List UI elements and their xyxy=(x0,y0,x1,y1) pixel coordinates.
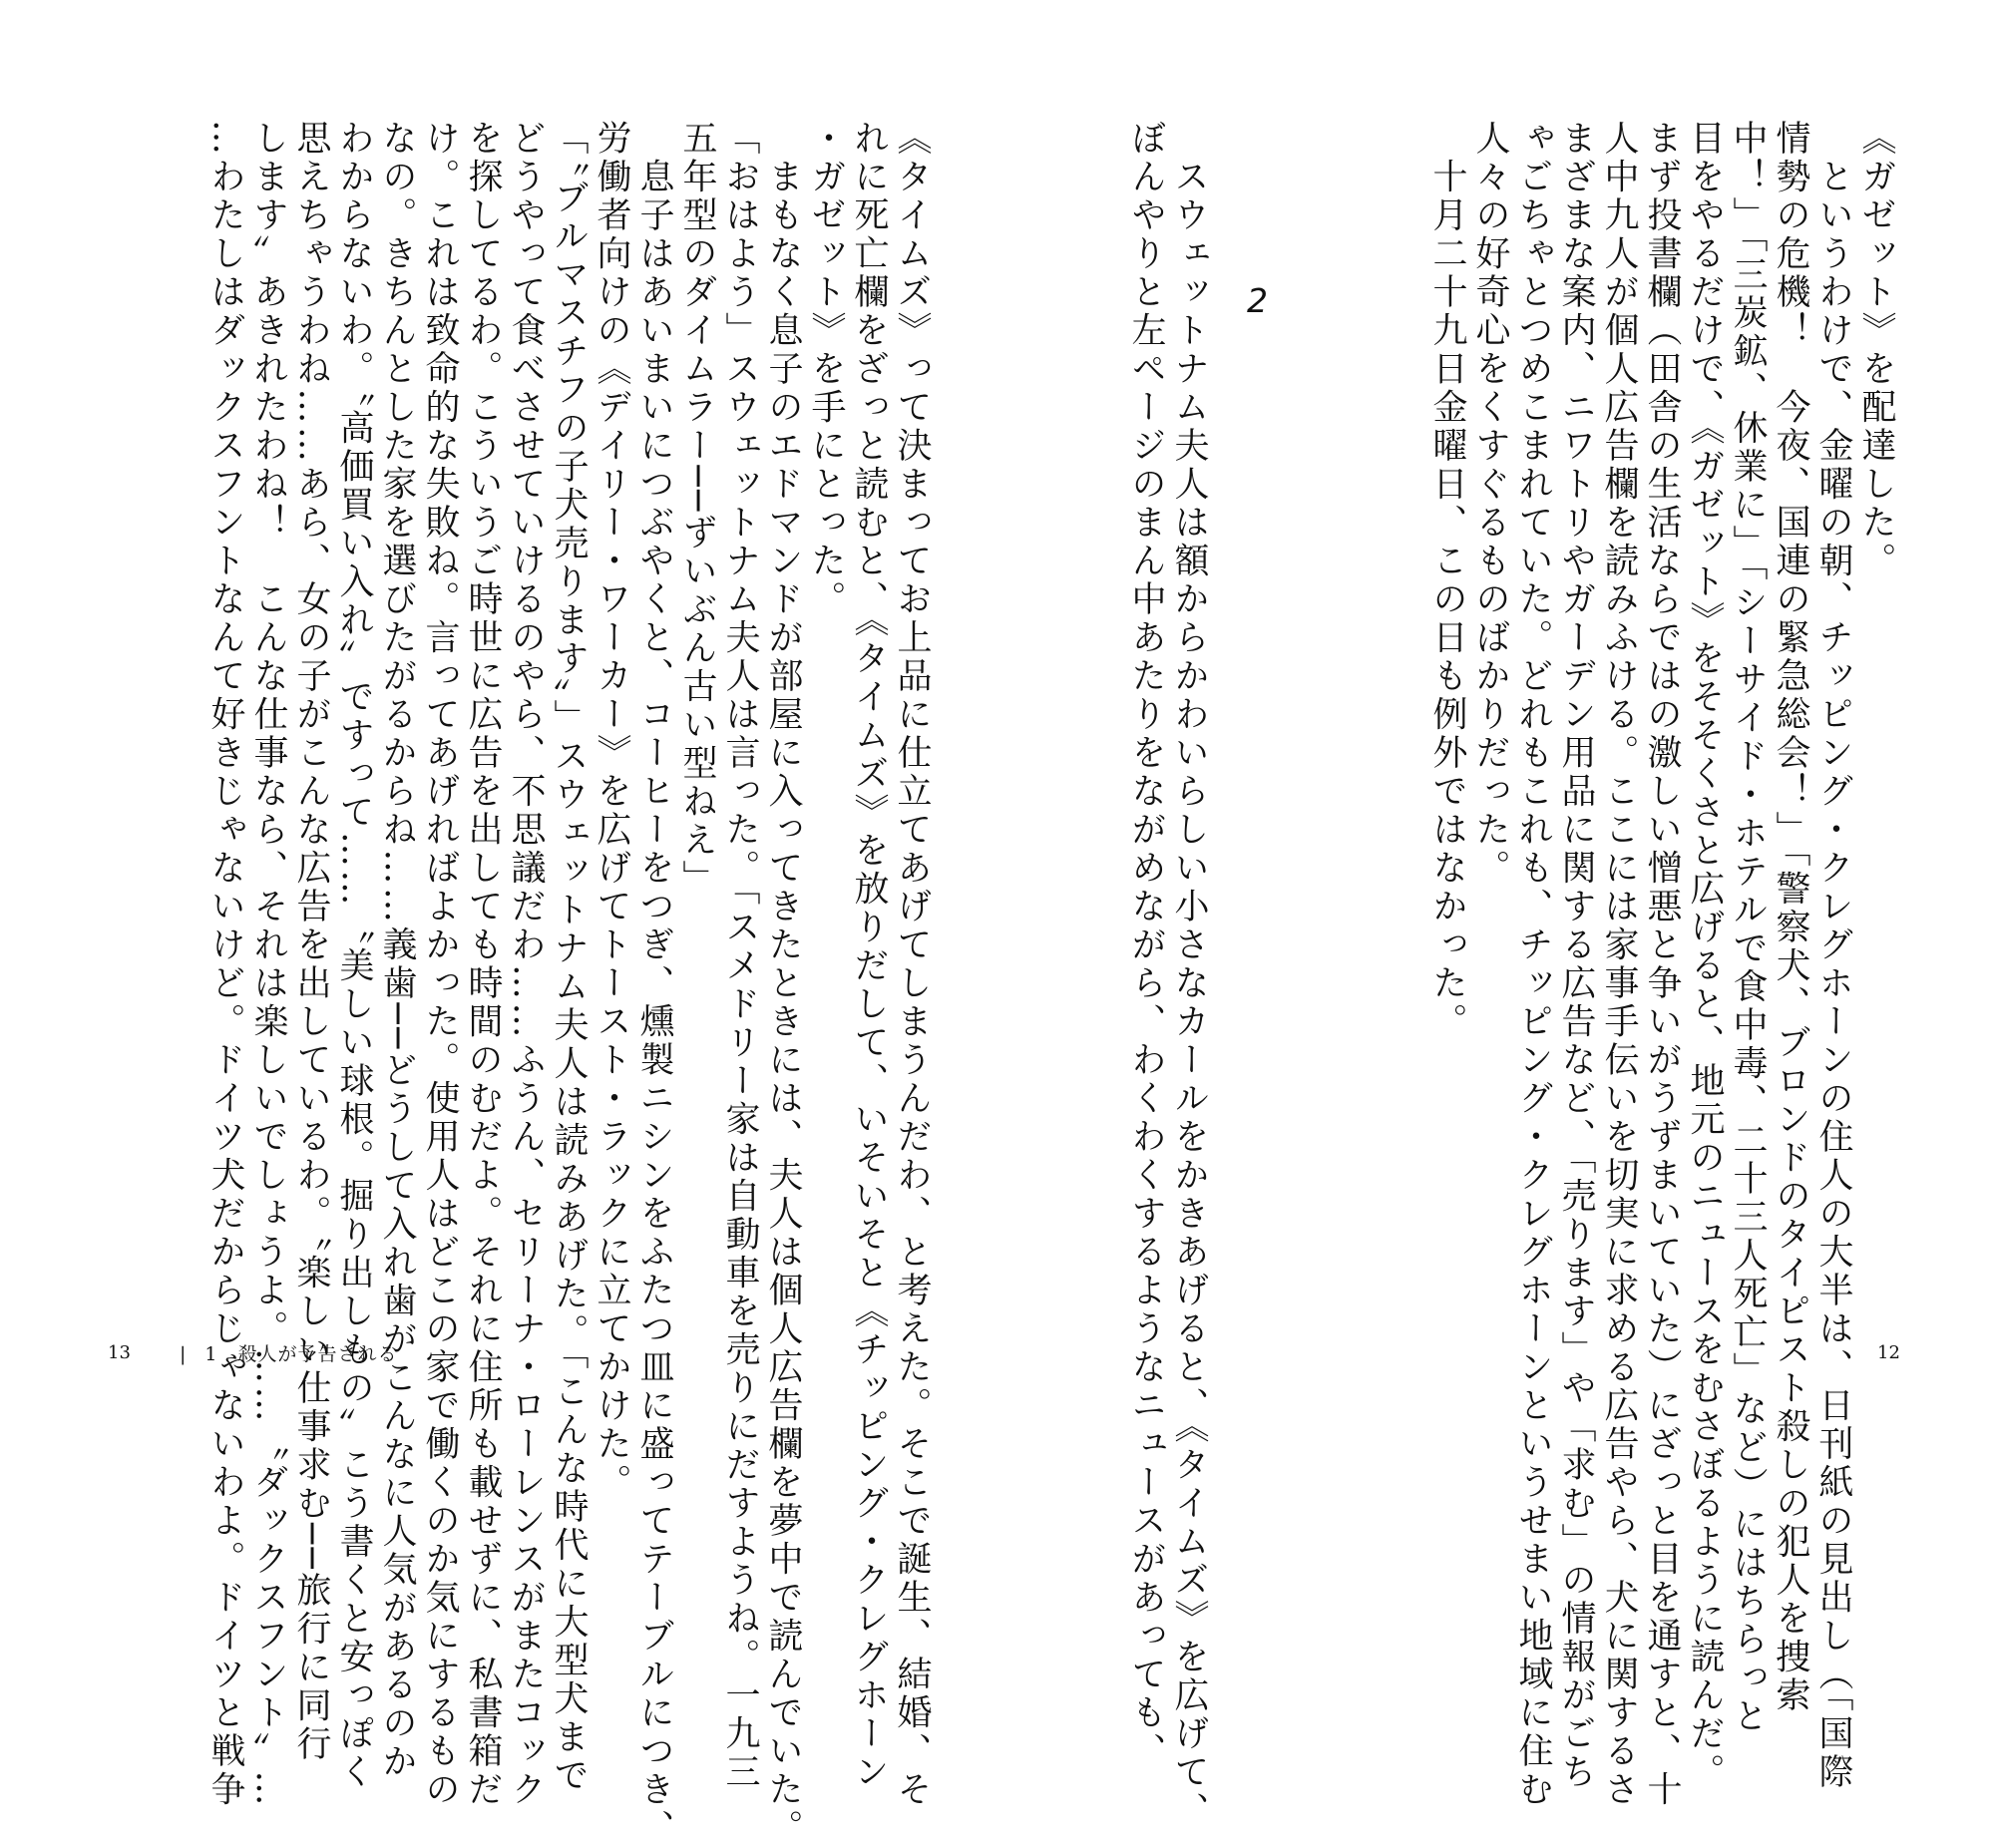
text-column: どうやって食べさせていけるのやら、不思議だわ……ふうん、セリーナ・ローレンスがまたコック xyxy=(506,120,546,1809)
text-column: というわけで、金曜の朝、チッピング・クレグホーンの住人の大半は、日刊紙の見出し（「国際 xyxy=(1813,120,1853,1792)
text-column: 「〝ブルマスチフの子犬売ります〟」スウェットナム夫人は読みあげた。「こんな時代に大型犬まで xyxy=(549,120,589,1795)
page-number: 13 xyxy=(108,1342,131,1363)
text-column: 思えちゃうわね……あら、女の子がこんな広告を出しているわ。〝楽しい仕事求む──旅行に同行 xyxy=(291,120,331,1764)
text-column: 中！」「三炭鉱、休業に」「シーサイド・ホテルで食中毒、二十三人死亡」など）にはちらっと xyxy=(1728,120,1768,1736)
text-column: スウェットナム夫人は額からかわいらしい小さなカールをかきあげると、《タイムズ》を広げて、 xyxy=(1169,120,1209,1830)
text-column: ・ガゼット》を手にとった。 xyxy=(806,120,846,619)
text-column: れに死亡欄をざっと読むと、《タイムズ》を放りだして、いそいそと《チッピング・クレグホーン xyxy=(849,120,889,1792)
running-head-title: 1 殺人が予告される xyxy=(204,1343,398,1365)
text-column: 息子はあいまいにつぶやくと、コーヒーをつぎ、燻製ニシンをふたつ皿に盛ってテーブルにつき、 xyxy=(634,120,674,1848)
text-column: まず投書欄（田舎の生活ならではの激しい憎悪と争いがうずまいていた）にざっと目を通すと、十 xyxy=(1642,120,1682,1809)
text-column: を探してるわ。こういうご時世に広告を出しても時間のむだよ。それに住所も載せずに、私書箱だ xyxy=(463,120,503,1809)
text-column: ゃごちゃとつめこまれていた。どれもこれも、チッピング・クレグホーンというせまい地域に住む xyxy=(1513,120,1553,1809)
text-column: 目をやるだけで、《ガゼット》をそそくさと広げると、地元のニュースをむさぼるように読んだ。 xyxy=(1685,120,1725,1792)
text-column: なの。きちんとした家を選びたがるからね……義歯──どうして入れ歯がこんなに人気があるのか xyxy=(377,120,417,1782)
text-column: まざまな案内、ニワトリやガーデン用品に関する広告など、「売ります」や「求む」の情報がごち xyxy=(1556,120,1596,1792)
divider: | xyxy=(180,1343,188,1365)
text-column: 労働者向けの《デイリー・ワーカー》を広げてトースト・ラックに立てかけた。 xyxy=(592,120,631,1502)
text-column: 人々の好奇心をくすぐるものばかりだった。 xyxy=(1470,120,1510,888)
text-column: まもなく息子のエドマンドが部屋に入ってきたときには、夫人は個人広告欄を夢中で読んでいた。 xyxy=(763,120,803,1848)
text-column: 情勢の危機！ 今夜、国連の緊急総会！」「警察犬、ブロンドのタイピスト殺しの犯人を捜索 xyxy=(1771,120,1810,1715)
text-column: ぼんやりと左ページのまん中あたりをながめながら、わくわくするようなニュースがあっても、 xyxy=(1126,120,1166,1771)
page-number: 12 xyxy=(1877,1342,1900,1363)
text-column: します〟あきれたわね！ こんな仕事なら、それは楽しいでしょうよ。……〝ダックスフント〟… xyxy=(248,120,288,1809)
text-column: わからないわ。〝高価買い入れ〟ですって……〝美しい球根。掘り出しもの〟こう書くと安っぽく xyxy=(334,120,374,1792)
text-column: 《タイムズ》って決まってお上品に仕立てあげてしまうんだわ、と考えた。そこで誕生、結婚、そ xyxy=(892,120,932,1809)
text-column: 十月二十九日金曜日、この日も例外ではなかった。 xyxy=(1427,120,1467,1041)
text-column: …わたしはダックスフントなんて好きじゃないけど。ドイツ犬だからじゃないわよ。ドイツと戦争 xyxy=(205,120,245,1809)
text-column: け。これは致命的な失敗ね。言ってあげればよかった。使用人はどこの家で働くのか気にするもの xyxy=(420,120,460,1809)
text-column: 《ガゼット》を配達した。 xyxy=(1856,120,1896,580)
text-column: 「おはよう」スウェットナム夫人は言った。「スメドリー家は自動車を売りにだすようね。一九三 xyxy=(720,120,760,1792)
running-head xyxy=(180,1339,398,1366)
text-column: 五年型のダイムラー──ずいぶん古い型ねえ」 xyxy=(677,120,717,899)
text-column: 人中九人が個人広告欄を読みふける。ここには家事手伝いを切実に求める広告やら、犬に関するさ xyxy=(1599,120,1639,1809)
chapter-number: 2 xyxy=(1247,281,1268,320)
